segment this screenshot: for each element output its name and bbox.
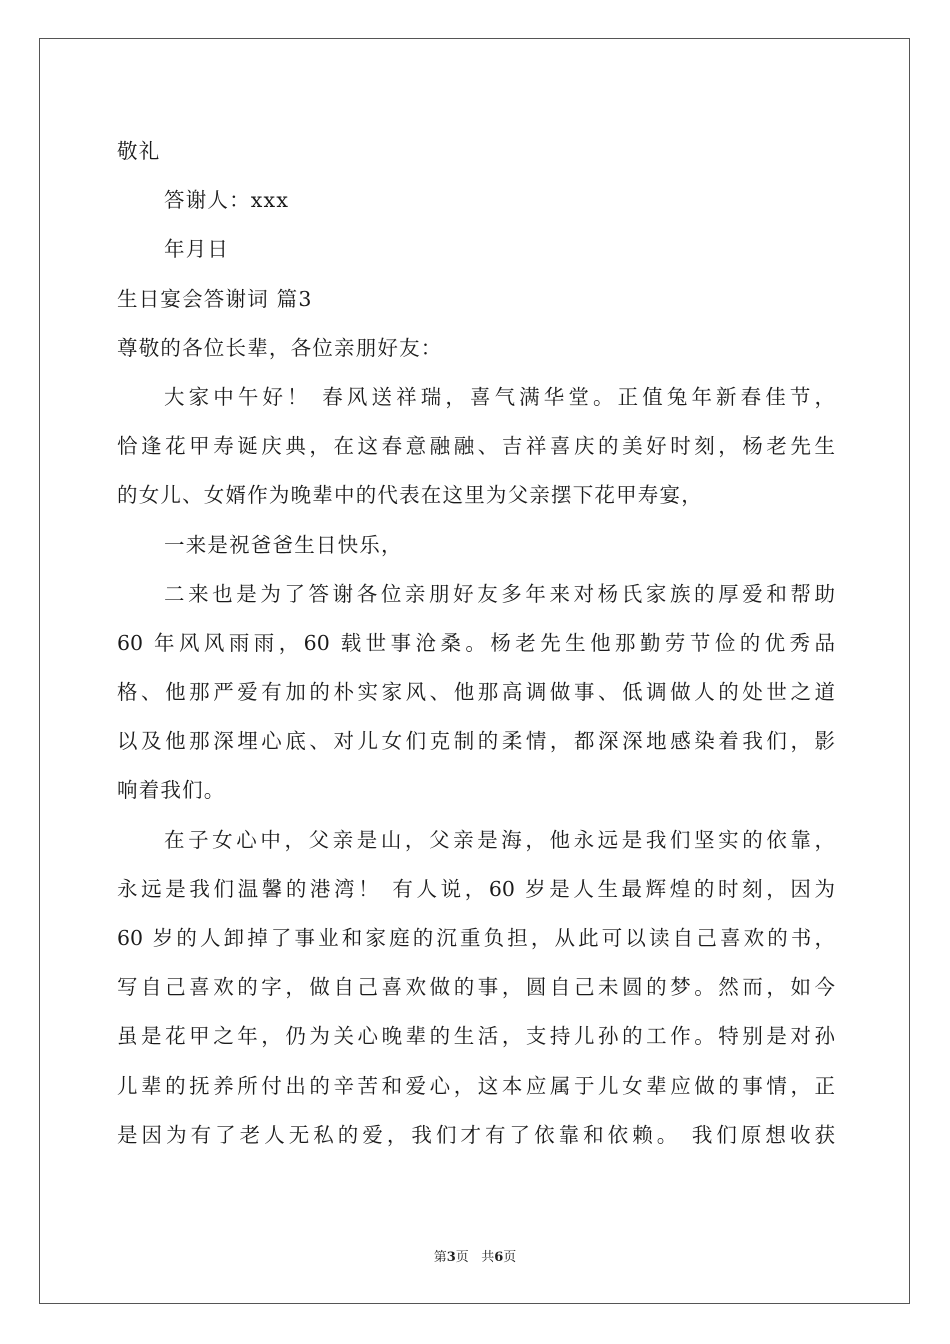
text-line: 恰逢花甲寿诞庆典，在这春意融融、吉祥喜庆的美好时刻，杨老先生 <box>117 434 835 459</box>
text-line: 生日宴会答谢词 篇3 <box>117 286 313 311</box>
text-line: 敬礼 <box>117 139 161 163</box>
text-line: 60 年风风雨雨，60 载世事沧桑。杨老先生他那勤劳节俭的优秀品 <box>117 630 835 655</box>
text-line: 格、他那严爱有加的朴实家风、他那高调做事、低调做人的处世之道 <box>117 680 835 705</box>
page-prefix: 第 <box>433 1250 447 1265</box>
document-body <box>117 127 835 1160</box>
text-line: 在子女心中，父亲是山，父亲是海，他永远是我们坚实的依靠， <box>164 827 835 852</box>
text-line: 永远是我们温馨的港湾！ 有人说，60 岁是人生最辉煌的时刻，因为 <box>117 876 835 901</box>
text-line: 年月日 <box>164 237 230 262</box>
page-footer <box>0 1246 950 1265</box>
text-line: 响着我们。 <box>117 778 226 803</box>
text-line: 儿辈的抚养所付出的辛苦和爱心，这本应属于儿女辈应做的事情，正 <box>117 1073 835 1098</box>
text-line: 60 岁的人卸掉了事业和家庭的沉重负担，从此可以读自己喜欢的书， <box>117 926 835 950</box>
total-pages: 6 <box>494 1250 504 1265</box>
text-line: 答谢人：xxx <box>164 188 290 213</box>
page-suffix: 页 <box>455 1250 469 1265</box>
text-line: 以及他那深埋心底、对儿女们克制的柔情，都深深地感染着我们，影 <box>117 729 835 754</box>
text-line: 的女儿、女婿作为晚辈中的代表在这里为父亲摆下花甲寿宴， <box>117 483 703 508</box>
text-line: 二来也是为了答谢各位亲朋好友多年来对杨氏家族的厚爱和帮助 <box>164 581 835 606</box>
total-prefix: 共 <box>481 1250 495 1265</box>
text-line: 是因为有了老人无私的爱，我们才有了依靠和依赖。 我们原想收获 <box>117 1122 835 1147</box>
text-line: 一来是祝爸爸生日快乐， <box>164 532 403 557</box>
text-line: 虽是花甲之年，仍为关心晚辈的生活，支持儿孙的工作。特别是对孙 <box>117 1024 835 1049</box>
text-line: 尊敬的各位长辈，各位亲朋好友： <box>117 335 443 360</box>
text-line: 大家中午好！ 春风送祥瑞，喜气满华堂。正值兔年新春佳节， <box>164 384 835 409</box>
page-number: 3 <box>446 1250 456 1265</box>
total-suffix: 页 <box>503 1250 517 1265</box>
text-line: 写自己喜欢的字，做自己喜欢做的事，圆自己未圆的梦。然而，如今 <box>117 975 835 1000</box>
